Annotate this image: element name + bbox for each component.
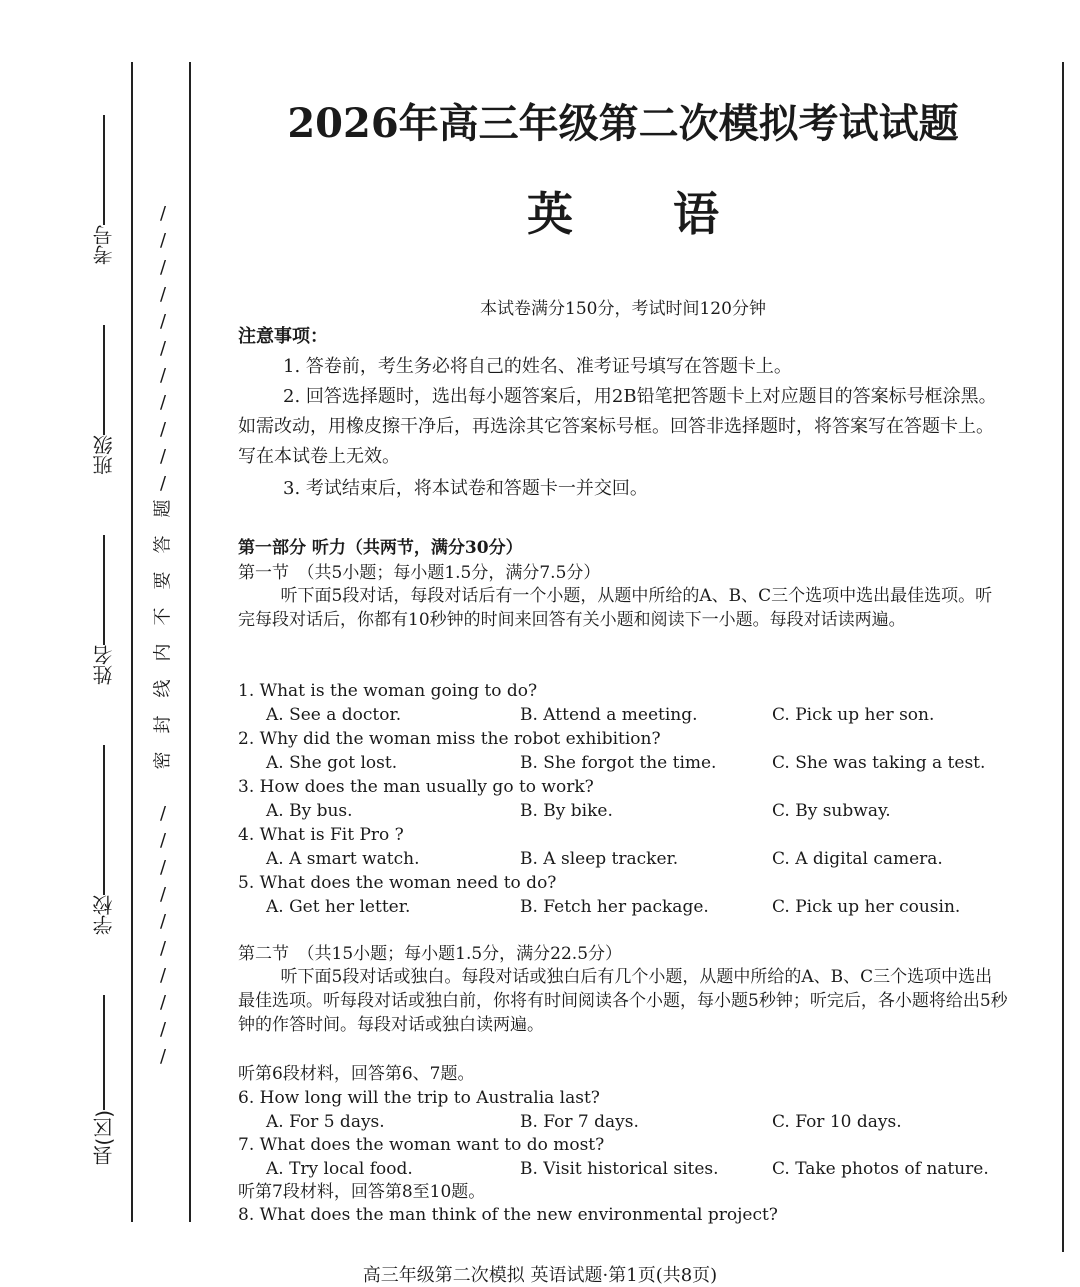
q2-option-a[interactable]: A. She got lost. bbox=[266, 753, 398, 773]
question-7: 7. What does the woman want to do most? bbox=[238, 1135, 605, 1155]
q4-option-b[interactable]: B. A sleep tracker. bbox=[520, 849, 679, 869]
field-name-label: 姓名 bbox=[92, 645, 116, 685]
question-4: 4. What is Fit Pro ? bbox=[238, 825, 404, 845]
q5-option-a[interactable]: A. Get her letter. bbox=[266, 897, 411, 917]
binding-line-inner bbox=[189, 62, 191, 1222]
notice-item-3: 3. 考试结束后，将本试卷和答题卡一并交回。 bbox=[283, 478, 648, 499]
section1-instructions: 听下面5段对话，每段对话后有一个小题，从题中所给的A、B、C三个选项中选出最佳选项。听完每段对话后，你都有10秒钟的时间来回答有关小题和阅读下一小题。每段对话读两遍。 bbox=[238, 586, 993, 630]
seal-char: 内 bbox=[152, 643, 174, 662]
field-name[interactable] bbox=[84, 535, 124, 685]
field-class[interactable] bbox=[84, 325, 124, 475]
q5-option-c[interactable]: C. Pick up her cousin. bbox=[772, 897, 961, 917]
q7-option-b[interactable]: B. Visit historical sites. bbox=[520, 1159, 719, 1179]
field-exam-number-label: 考号 bbox=[92, 225, 116, 265]
page-title: 2026年高三年级第二次模拟考试试题 bbox=[287, 100, 959, 147]
section2-instructions: 听下面5段对话或独白。每段对话或独白后有几个小题，从题中所给的A、B、C三个选项中选出最佳选项。听每段对话或独白前，你将有时间阅读各个小题，每小题5秒钟；听完后，各小题将给出5秒钟的作答时间。每段对话或独白读两遍。 bbox=[238, 967, 1008, 1035]
seal-char: 密 bbox=[152, 751, 174, 770]
question-3: 3. How does the man usually go to work? bbox=[238, 777, 594, 797]
part1-heading: 第一部分 听力（共两节，满分30分） bbox=[238, 538, 523, 558]
seal-char: 要 bbox=[152, 571, 174, 590]
seal-text bbox=[148, 495, 178, 774]
field-county[interactable] bbox=[84, 995, 124, 1166]
seal-char: 线 bbox=[152, 679, 174, 698]
q7-option-a[interactable]: A. Try local food. bbox=[266, 1159, 413, 1179]
q6-option-a[interactable]: A. For 5 days. bbox=[266, 1112, 385, 1132]
seal-slashes-bottom: / / / / / / / / / / bbox=[159, 803, 167, 1067]
q6-option-c[interactable]: C. For 10 days. bbox=[772, 1112, 902, 1132]
q6-option-b[interactable]: B. For 7 days. bbox=[520, 1112, 639, 1132]
q2-option-b[interactable]: B. She forgot the time. bbox=[520, 753, 717, 773]
binding-line-outer bbox=[131, 62, 133, 1222]
field-school-label: 学校 bbox=[92, 895, 116, 935]
field-county-label: 县(区) bbox=[92, 1110, 116, 1166]
field-school[interactable] bbox=[84, 745, 124, 935]
q3-option-c[interactable]: C. By subway. bbox=[772, 801, 891, 821]
seal-char: 答 bbox=[152, 535, 174, 554]
field-class-label: 班级 bbox=[92, 435, 116, 475]
question-1: 1. What is the woman going to do? bbox=[238, 681, 538, 701]
q4-option-c[interactable]: C. A digital camera. bbox=[772, 849, 943, 869]
q1-option-c[interactable]: C. Pick up her son. bbox=[772, 705, 935, 725]
seal-char: 封 bbox=[152, 715, 174, 734]
question-6: 6. How long will the trip to Australia last? bbox=[238, 1088, 600, 1108]
q3-option-a[interactable]: A. By bus. bbox=[266, 801, 353, 821]
section2-heading: 第二节 （共15小题；每小题1.5分，满分22.5分） bbox=[238, 944, 623, 964]
page-right-border bbox=[1062, 62, 1064, 1252]
subject-title: 英语 bbox=[527, 187, 819, 241]
question-5: 5. What does the woman need to do? bbox=[238, 873, 557, 893]
q5-option-b[interactable]: B. Fetch her package. bbox=[520, 897, 709, 917]
question-2: 2. Why did the woman miss the robot exhibition? bbox=[238, 729, 661, 749]
q1-option-a[interactable]: A. See a doctor. bbox=[266, 705, 402, 725]
question-8: 8. What does the man think of the new environmental project? bbox=[238, 1205, 778, 1225]
page-footer: 高三年级第二次模拟 英语试题·第1页(共8页) bbox=[362, 1265, 718, 1286]
notice-item-2: 2. 回答选择题时，选出每小题答案后，用2B铅笔把答题卡上对应题目的答案标号框涂黑。如需改动，用橡皮擦干净后，再选涂其它答案标号框。回答非选择题时，将答案写在答题卡上。写在本试卷上无效。 bbox=[238, 386, 997, 467]
material-7-instruction: 听第7段材料，回答第8至10题。 bbox=[238, 1182, 486, 1202]
notice-heading: 注意事项： bbox=[238, 326, 328, 347]
field-exam-number[interactable] bbox=[84, 115, 124, 265]
section1-heading: 第一节 （共5小题；每小题1.5分，满分7.5分） bbox=[238, 563, 601, 583]
material-6-instruction: 听第6段材料，回答第6、7题。 bbox=[238, 1064, 475, 1084]
seal-char: 不 bbox=[152, 607, 174, 626]
q7-option-c[interactable]: C. Take photos of nature. bbox=[772, 1159, 989, 1179]
seal-char: 题 bbox=[152, 499, 174, 518]
notice-item-1: 1. 答卷前，考生务必将自己的姓名、准考证号填写在答题卡上。 bbox=[283, 356, 792, 377]
q2-option-c[interactable]: C. She was taking a test. bbox=[772, 753, 986, 773]
score-time-line: 本试卷满分150分，考试时间120分钟 bbox=[480, 299, 766, 319]
q3-option-b[interactable]: B. By bike. bbox=[520, 801, 613, 821]
q1-option-b[interactable]: B. Attend a meeting. bbox=[520, 705, 698, 725]
q4-option-a[interactable]: A. A smart watch. bbox=[266, 849, 420, 869]
seal-slashes-top: / / / / / / / / / / / bbox=[159, 203, 167, 494]
